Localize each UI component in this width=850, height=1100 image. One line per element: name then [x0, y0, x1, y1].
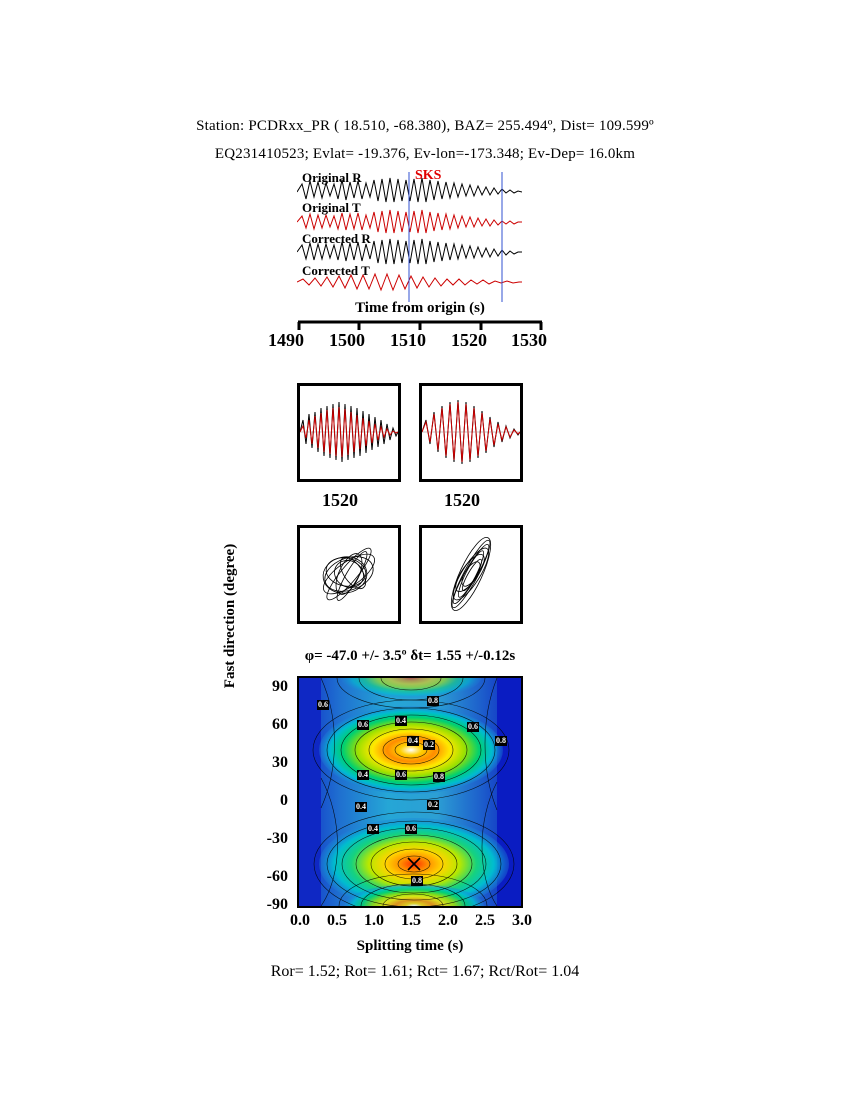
particle-motion-uncorrected: [297, 525, 401, 624]
contour-label-14: 0.6: [406, 824, 416, 833]
contour-ytick-m90: -90: [266, 896, 288, 913]
particle-time-label-right: 1520: [444, 490, 480, 510]
time-tick-2: 1510: [390, 330, 426, 350]
contour-ytick-0: 0: [280, 792, 288, 809]
contour-xtick-2: 1.0: [364, 912, 384, 929]
contour-xtick-0: 0.0: [290, 912, 310, 929]
contour-label-6: 0.4: [408, 736, 418, 745]
contour-ytick-30: 30: [272, 754, 288, 771]
particle-motion-corrected: [419, 525, 523, 624]
contour-surface: [299, 678, 521, 906]
contour-label-12: 0.2: [428, 800, 438, 809]
waveform-box-corrected: [419, 383, 523, 482]
contour-label-9: 0.6: [396, 770, 406, 779]
contour-ytick-m30: -30: [266, 830, 288, 847]
contour-label-1: 0.8: [428, 696, 438, 705]
trace-label-original-t: Original T: [302, 200, 361, 215]
contour-ytick-60: 60: [272, 716, 288, 733]
contour-label-7: 0.2: [424, 740, 434, 749]
splitting-energy-contour-plot: [297, 676, 523, 908]
contour-xtick-6: 3.0: [512, 912, 532, 929]
contour-label-11: 0.4: [356, 802, 366, 811]
quality-results-line: Ror= 1.52; Rot= 1.61; Rct= 1.67; Rct/Rot= 1.04: [270, 963, 580, 980]
time-tick-3: 1520: [451, 330, 487, 350]
trace-label-corrected-t: Corrected T: [302, 263, 370, 278]
station-header-line: Station: PCDRxx_PR ( 18.510, -68.380), BAZ= 255.494º, Dist= 109.599º: [196, 118, 654, 134]
contour-label-8: 0.4: [358, 770, 368, 779]
contour-xtick-4: 2.0: [438, 912, 458, 929]
event-header-line: EQ231410523; Evlat= -19.376, Ev-lon=-173.348; Ev-Dep= 16.0km: [214, 146, 636, 162]
contour-label-15: 0.8: [412, 876, 422, 885]
trace-label-corrected-r: Corrected R: [302, 231, 371, 246]
contour-label-0: 0.6: [318, 700, 328, 709]
particle-time-label-left: 1520: [322, 490, 358, 510]
sks-phase-label: SKS: [415, 168, 442, 183]
contour-label-13: 0.4: [368, 824, 378, 833]
waveform-box-uncorrected-traces: [300, 386, 398, 479]
time-axis-title: Time from origin (s): [355, 300, 485, 316]
time-tick-1: 1500: [329, 330, 365, 350]
waveform-box-corrected-traces: [422, 386, 520, 479]
contour-xtick-1: 0.5: [327, 912, 347, 929]
contour-label-2: 0.6: [358, 720, 368, 729]
contour-xlabel: Splitting time (s): [356, 938, 464, 954]
time-tick-4: 1530: [511, 330, 547, 350]
contour-ylabel: Fast direction (degree): [222, 543, 238, 689]
trace-label-original-r: Original R: [302, 170, 362, 185]
contour-ytick-m60: -60: [266, 868, 288, 885]
waveform-box-uncorrected: [297, 383, 401, 482]
contour-label-5: 0.8: [496, 736, 506, 745]
splitting-measurement-title: φ= -47.0 +/- 3.5º δt= 1.55 +/-0.12s: [304, 648, 516, 664]
contour-xtick-5: 2.5: [475, 912, 495, 929]
particle-motion-uncorrected-path: [300, 528, 398, 621]
contour-label-10: 0.8: [434, 772, 444, 781]
contour-ytick-90: 90: [272, 678, 288, 695]
contour-label-3: 0.4: [396, 716, 406, 725]
contour-xtick-3: 1.5: [401, 912, 421, 929]
particle-motion-corrected-path: [422, 528, 520, 621]
time-tick-0: 1490: [268, 330, 304, 350]
contour-label-4: 0.6: [468, 722, 478, 731]
